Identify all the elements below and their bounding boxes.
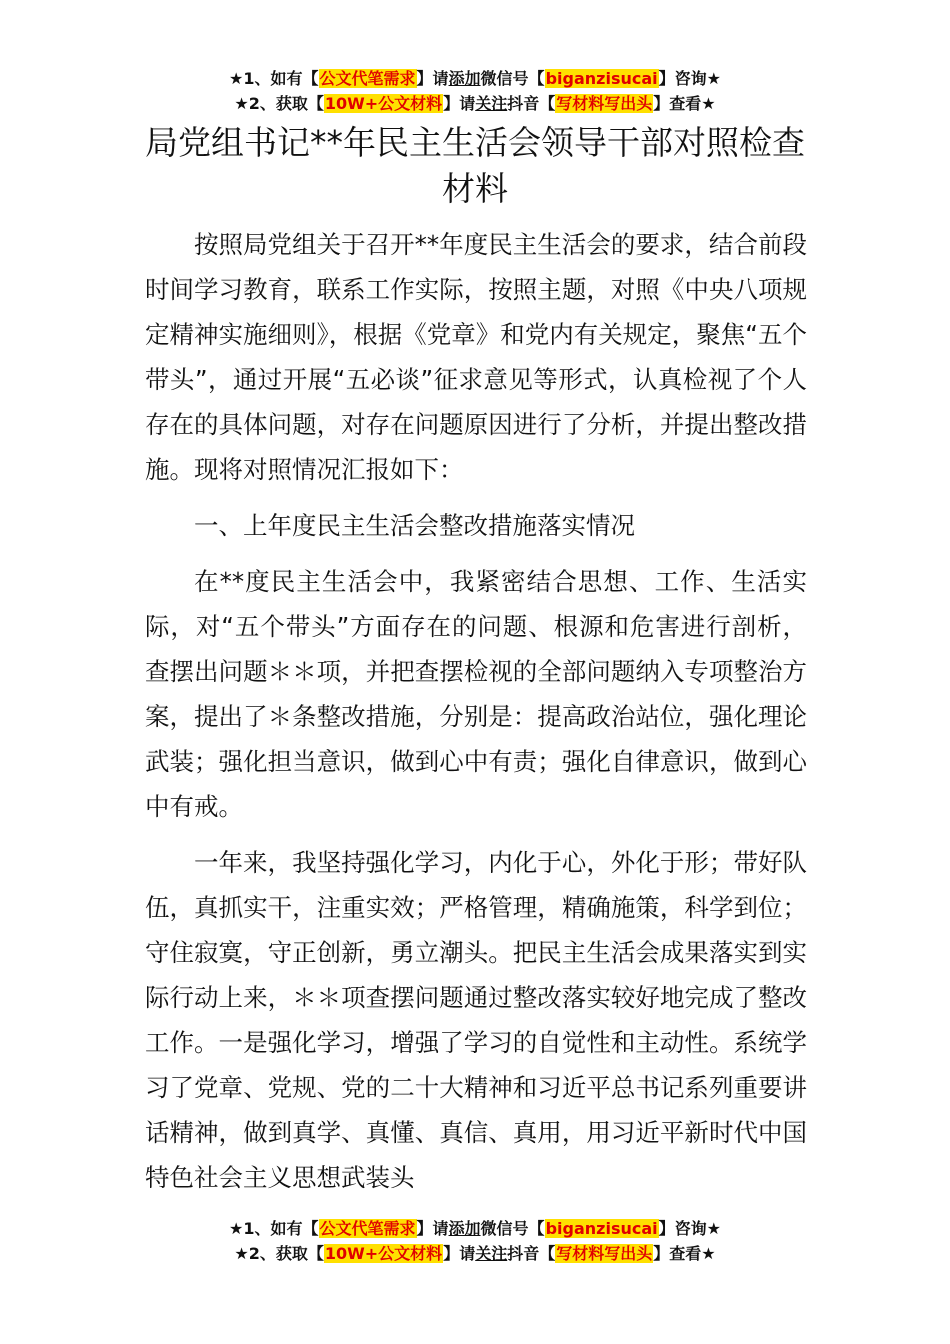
banner-text: 微信号【: [480, 69, 545, 88]
banner-underlined-text: 添加: [448, 1219, 481, 1238]
banner-line-1: [0, 66, 950, 91]
banner-underlined-text: 关注: [475, 1244, 508, 1263]
body-paragraph: 按照局党组关于召开**年度民主生活会的要求，结合前段时间学习教育，联系工作实际，按照主题，对照《中央八项规定精神实施细则》，根据《党章》和党内有关规定，聚焦“五个带头”，通过开展“五必谈”征求意见等形式，认真检视了个人存在的具体问题，对存在问题原因进行了分析，并提出整改措施。现将对照情况汇报如下：: [145, 230, 807, 484]
banner-text: 】请: [416, 1219, 449, 1238]
banner-highlight: 10W+公文材料: [324, 1244, 443, 1263]
banner-text: 】请: [443, 94, 476, 113]
banner-highlight: 写材料写出头: [556, 1244, 653, 1263]
banner-highlight: 10W+公文材料: [324, 94, 443, 113]
footer-banner: [0, 1216, 950, 1266]
document-body: [145, 222, 807, 1200]
banner-text: 】咨询★: [658, 69, 721, 88]
banner-text: 抖音【: [507, 94, 556, 113]
banner-text: 】请: [416, 69, 449, 88]
banner-text: 】咨询★: [658, 1219, 721, 1238]
banner-line-1: [0, 1216, 950, 1241]
banner-text: 微信号【: [480, 1219, 545, 1238]
document-title: 局党组书记**年民主生活会领导干部对照检查材料: [145, 123, 805, 208]
banner-underlined-text: 添加: [448, 69, 481, 88]
banner-underlined-text: 关注: [475, 94, 508, 113]
body-paragraph: 在**度民主生活会中，我紧密结合思想、工作、生活实际，对“五个带头”方面存在的问题、根源和危害进行剖析，查摆出问题＊＊项，并把查摆检视的全部问题纳入专项整治方案，提出了＊条整改措施，分别是：提高政治站位，强化理论武装；强化担当意识，做到心中有责；强化自律意识，做到心中有戒。: [145, 567, 807, 821]
banner-highlight: biganzisucai: [545, 1219, 658, 1238]
banner-text: 】查看★: [653, 1244, 716, 1263]
banner-text: ★1、如有【: [229, 1219, 319, 1238]
banner-line-2: [0, 91, 950, 116]
banner-line-2: [0, 1241, 950, 1266]
banner-text: 抖音【: [507, 1244, 556, 1263]
banner-text: 】查看★: [653, 94, 716, 113]
header-banner: [0, 66, 950, 116]
banner-highlight: 写材料写出头: [556, 94, 653, 113]
banner-text: ★1、如有【: [229, 69, 319, 88]
section-heading: 一、上年度民主生活会整改措施落实情况: [194, 511, 635, 540]
banner-highlight: 公文代笔需求: [319, 69, 416, 88]
body-paragraph: 一年来，我坚持强化学习，内化于心，外化于形；带好队伍，真抓实干，注重实效；严格管理，精确施策，科学到位；守住寂寞，守正创新，勇立潮头。把民主生活会成果落实到实际行动上来，＊＊项查摆问题通过整改落实较好地完成了整改工作。一是强化学习，增强了学习的自觉性和主动性。系统学习了党章、党规、党的二十大精神和习近平总书记系列重要讲话精神，做到真学、真懂、真信、真用，用习近平新时代中国特色社会主义思想武装头: [145, 848, 807, 1192]
banner-text: ★2、获取【: [234, 94, 324, 113]
banner-highlight: biganzisucai: [545, 69, 658, 88]
banner-text: ★2、获取【: [234, 1244, 324, 1263]
banner-highlight: 公文代笔需求: [319, 1219, 416, 1238]
banner-text: 】请: [443, 1244, 476, 1263]
